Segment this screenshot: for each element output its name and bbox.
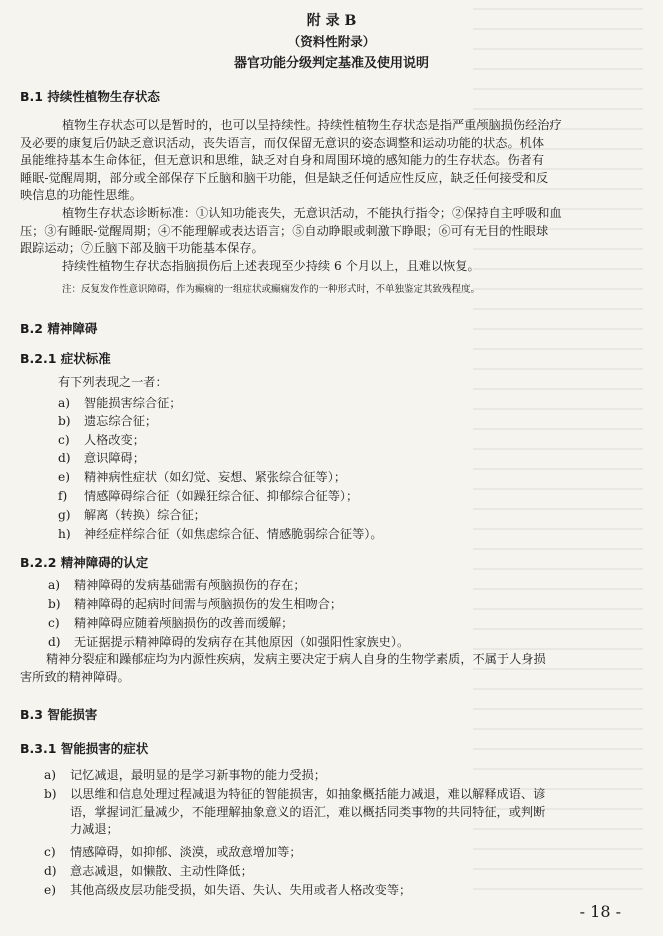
list-item: a) 智能损害综合征； [58,396,182,410]
list-item: c) 精神障碍应随着颅脑损伤的改善而缓解； [48,616,294,630]
list-item: e) 精神病性症状（如幻觉、妄想、紧张综合征等）； [58,470,347,484]
b1-paragraph-3: 持续性植物生存状态指脑损伤后上述表现至少持续 6 个月以上，且难以恢复。 [62,259,480,273]
b22-paragraph: 精神分裂症和躁郁症均为内源性疾病，发病主要决定于病人自身的生物学素质，不属于人身损 害所致的精神障碍。 [20,652,546,684]
page-number: - 18 - [579,902,621,921]
b1-note: 注：反复发作性意识障碍，作为癫痫的一组症状或癫痫发作的一种形式时，不单独鉴定其致残程度。 [62,284,481,295]
section-b3-title: B.3 智能损害 [20,707,98,722]
list-item: h) 神经症样综合征（如焦虑综合征、情感脆弱综合征等）。 [58,527,383,541]
b1-paragraph-1: 植物生存状态可以是暂时的，也可以呈持续性。持续性植物生存状态是指严重颅脑损伤经治疗 及必要的康复后仍缺乏意识活动，丧失语言，而仅保留无意识的姿态调整和运动功能的状态。机体 虽能维持基本生命体征，但无意识和思维，缺乏对自身和周围环境的感知能力的生存状态。伤者有 睡眠-觉醒周期，部分或全部保存下丘脑和脑干功能，但是缺乏任何适应性反应，缺乏任何接受和反 映信息的功能性思维。 [20,118,562,202]
list-item: f) 情感障碍综合征（如躁狂综合征、抑郁综合征等）； [58,489,359,503]
section-b31-title: B.3.1 智能损害的症状 [20,741,149,756]
appendix-title: 附 录 B [306,13,357,29]
list-item: b) 以思维和信息处理过程减退为特征的智能损害，如抽象概括能力减退，难以解释成语、谚 语，掌握词汇量减少，不能理解抽象意义的语汇，难以概括同类事物的共同特征，或判断 力减退； [44,787,546,836]
list-item: d) 无证据提示精神障碍的发病存在其他原因（如强阳性家族史）。 [48,635,410,649]
list-item: a) 精神障碍的发病基础需有颅脑损伤的存在； [48,578,306,592]
list-item: g) 解离（转换）综合征； [58,508,206,522]
section-b1-title: B.1 持续性植物生存状态 [20,89,160,104]
list-item: a) 记忆减退，最明显的是学习新事物的能力受损； [44,768,326,782]
section-b21-title: B.2.1 症状标准 [20,351,111,366]
appendix-subtitle: （资料性附录） [287,34,376,49]
b21-intro: 有下列表现之一者： [58,375,168,389]
list-item: c) 情感障碍，如抑郁、淡漠，或敌意增加等； [44,845,302,859]
appendix-heading: 器官功能分级判定基准及使用说明 [233,56,429,71]
list-item: e) 其他高级皮层功能受损，如失语、失认、失用或者人格改变等； [44,883,412,897]
section-b22-title: B.2.2 精神障碍的认定 [20,555,149,570]
b1-paragraph-2: 植物生存状态诊断标准：①认知功能丧失，无意识活动，不能执行指令；②保持自主呼吸和血 压；③有睡眠-觉醒周期；④不能理解或表达语言；⑤自动睁眼或刺激下睁眼；⑥可有无目的性眼球 跟踪运动；⑦丘脑下部及脑干功能基本保存。 [20,206,562,255]
section-b2-title: B.2 精神障碍 [20,321,98,336]
list-item: c) 人格改变； [58,433,145,447]
list-item: b) 精神障碍的起病时间需与颅脑损伤的发生相吻合； [48,597,343,611]
list-item: d) 意志减退，如懒散、主动性降低； [44,864,253,878]
list-item: b) 遗忘综合征； [58,414,158,428]
list-item: d) 意识障碍； [58,451,145,465]
